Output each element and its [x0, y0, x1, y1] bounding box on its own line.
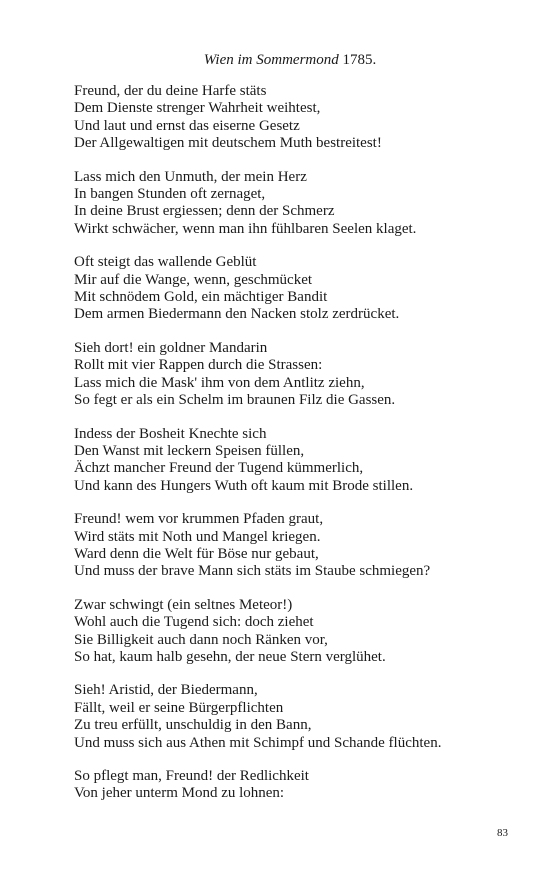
poem-line: In deine Brust ergiessen; denn der Schmerz — [74, 203, 335, 220]
poem-line: In bangen Stunden oft zernaget, — [74, 186, 266, 203]
dateline-year: 1785. — [342, 52, 377, 68]
stanza — [74, 597, 524, 667]
poem-body — [74, 83, 524, 819]
poem-line: So pflegt man, Freund! der Redlichkeit — [74, 768, 309, 784]
stanza — [74, 169, 524, 239]
stanza — [74, 426, 524, 496]
poem-line: Sieh dort! ein goldner Mandarin — [74, 339, 268, 356]
poem-line: Zu treu erfüllt, unschuldig in den Bann, — [74, 717, 312, 734]
stanza — [74, 682, 524, 752]
stanza — [74, 83, 524, 153]
poem-line: Mit schnödem Gold, ein mächtiger Bandit — [74, 289, 328, 306]
stanza — [74, 340, 524, 410]
poem-line: Fällt, weil er seine Bürgerpflichten — [74, 699, 284, 716]
dateline-place: Wien im Sommermond — [203, 52, 339, 68]
stanza — [74, 254, 524, 324]
stanza — [74, 768, 524, 803]
poem-line: Indess der Bosheit Knechte sich — [74, 425, 267, 442]
poem-line: Von jeher unterm Mond zu lohnen: — [74, 785, 285, 802]
poem-line: Dem Dienste strenger Wahrheit weihtest, — [74, 100, 321, 117]
poem-line: Wirkt schwächer, wenn man ihn fühlbaren Seelen klaget. — [74, 220, 417, 237]
poem-line: Und muss sich aus Athen mit Schimpf und Schande flüchten. — [74, 734, 442, 751]
poem-line: Freund, der du deine Harfe stäts — [74, 83, 267, 99]
poem-line: So fegt er als ein Schelm im braunen Filz die Gassen. — [74, 392, 396, 409]
poem-line: Sieh! Aristid, der Biedermann, — [74, 682, 258, 699]
poem-line: Und laut und ernst das eiserne Gesetz — [74, 117, 300, 134]
poem-line: Und muss der brave Mann sich stäts im Staube schmiegen? — [74, 563, 431, 580]
poem-line: Der Allgewaltigen mit deutschem Muth bestreitest! — [74, 135, 382, 152]
poem-line: Wohl auch die Tugend sich: doch ziehet — [74, 614, 314, 631]
dateline — [0, 50, 550, 70]
poem-line: Wird stäts mit Noth und Mangel kriegen. — [74, 528, 321, 545]
poem-line: Dem armen Biedermann den Nacken stolz zerdrücket. — [74, 306, 400, 323]
poem-line: So hat, kaum halb gesehn, der neue Stern verglühet. — [74, 648, 386, 665]
poem-line: Und kann des Hungers Wuth oft kaum mit Brode stillen. — [74, 477, 414, 494]
poem-line: Rollt mit vier Rappen durch die Strassen: — [74, 357, 323, 374]
poem-line: Lass mich den Unmuth, der mein Herz — [74, 168, 307, 185]
poem-line: Ächzt mancher Freund der Tugend kümmerlich, — [74, 460, 364, 477]
poem-line: Mir auf die Wange, wenn, geschmücket — [74, 271, 313, 288]
poem-line: Sie Billigkeit auch dann noch Ränken vor, — [74, 631, 328, 648]
poem-line: Ward denn die Welt für Böse nur gebaut, — [74, 545, 319, 562]
poem-line: Freund! wem vor krummen Pfaden graut, — [74, 511, 324, 528]
poem-line: Oft steigt das wallende Geblüt — [74, 254, 257, 271]
stanza — [74, 511, 524, 581]
page-number: 83 — [497, 827, 508, 839]
poem-line: Lass mich die Mask' ihm von dem Antlitz ziehn, — [74, 374, 365, 391]
poem-line: Zwar schwingt (ein seltnes Meteor!) — [74, 596, 293, 613]
poem-line: Den Wanst mit leckern Speisen füllen, — [74, 442, 305, 459]
